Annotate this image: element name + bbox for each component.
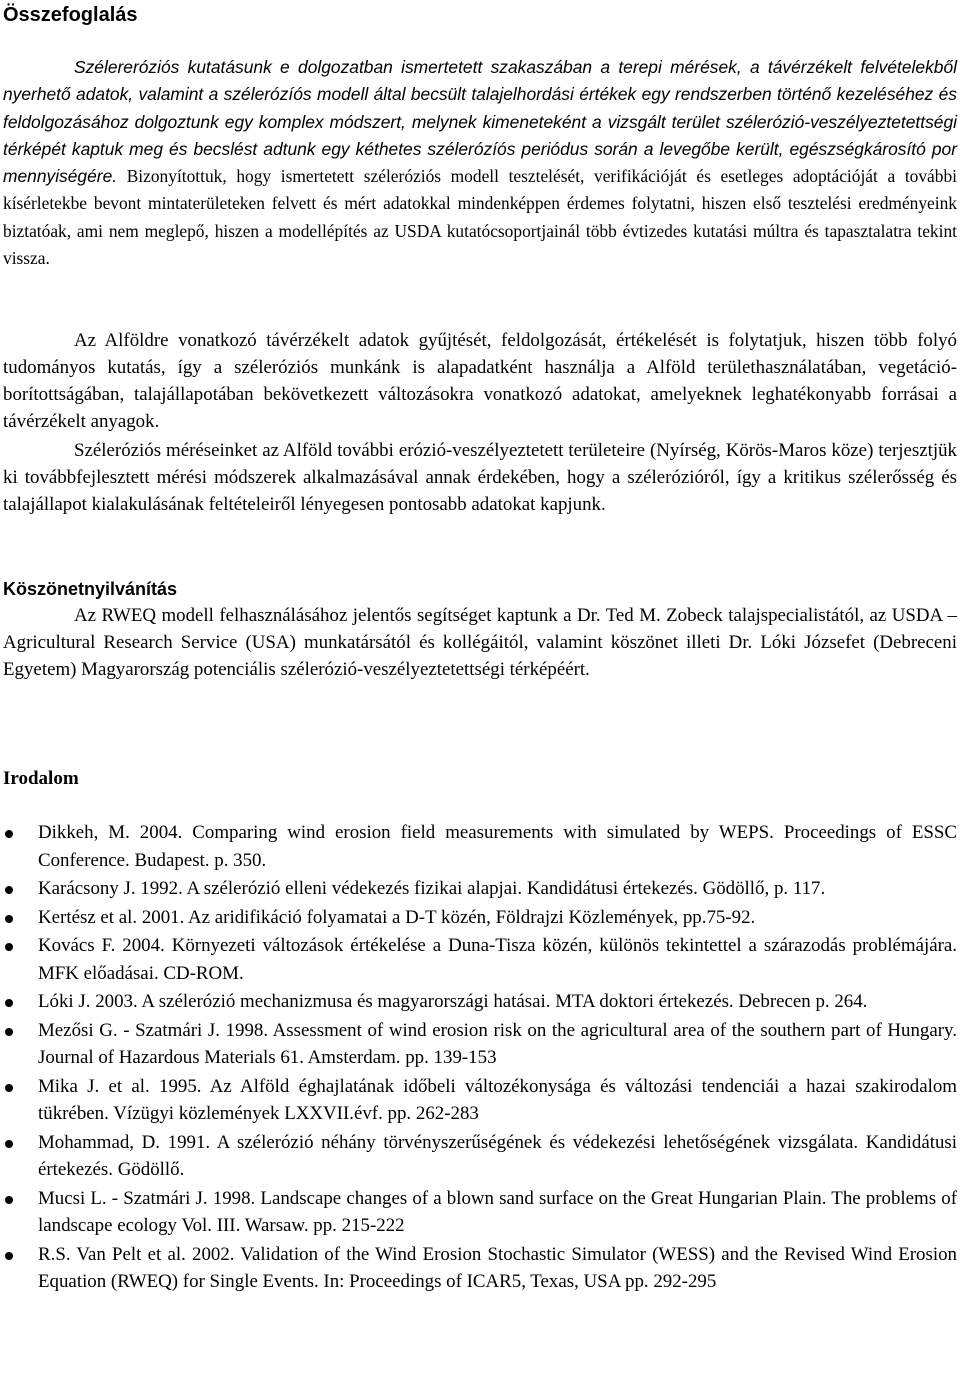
bullet-icon bbox=[5, 886, 13, 894]
reference-item bbox=[0, 819, 960, 874]
reference-item bbox=[0, 1073, 960, 1128]
heading-acknowledgements: Köszönetnyilvánítás bbox=[3, 579, 178, 599]
bullet-icon bbox=[5, 1084, 13, 1092]
bullet-icon bbox=[5, 915, 13, 923]
reference-text: Mika J. et al. 1995. Az Alföld éghajlatának időbeli változékonysága és változási tendenciái a hazai szakirodalom tükrében. Vízügyi közlemények LXXVII.évf. pp. 262-283 bbox=[38, 1075, 957, 1124]
bullet-icon bbox=[5, 830, 13, 838]
reference-text: Lóki J. 2003. A szélerózió mechanizmusa és magyarországi hatásai. MTA doktori értekezés. Debrecen p. 264. bbox=[38, 991, 868, 1012]
bullet-icon bbox=[5, 1140, 13, 1148]
acknowledgements-paragraph: Az RWEQ modell felhasználásához jelentős segítséget kaptunk a Dr. Ted M. Zobeck talajspecialistától, az USDA – Agricultural Research Service (USA) munkatársától és kollégáitól, valamint köszönet illeti Dr. Lóki Józsefet (Debreceni Egyetem) Magyarország potenciális szélerózió-veszélyeztetettségi térképéért. bbox=[3, 605, 957, 680]
bullet-icon bbox=[5, 943, 13, 951]
reference-item bbox=[0, 904, 960, 932]
bullet-icon bbox=[5, 1028, 13, 1036]
heading-references: Irodalom bbox=[3, 768, 79, 789]
reference-text: Karácsony J. 1992. A szélerózió elleni védekezés fizikai alapjai. Kandidátusi értekezés. Gödöllő, p. 117. bbox=[38, 878, 826, 899]
reference-text: R.S. Van Pelt et al. 2002. Validation of the Wind Erosion Stochastic Simulator (WESS) and the Revised Wind Erosion Equation (RWEQ) for Single Events. In: Proceedings of ICAR5, Texas, USA pp. 292-295 bbox=[38, 1243, 957, 1292]
reference-text: Kovács F. 2004. Környezeti változások értékelése a Duna-Tisza közén, különös tekintettel a szárazodás problémájára. MFK előadásai. CD-ROM. bbox=[38, 935, 957, 984]
summary-paragraph-1-italic: Szélereróziós kutatásunk e dolgozatban ismertetett szakaszában a terepi mérések, a távérzékelt felvételekből nyerhető adatok, valamint a szélerózíós modell által becsült talajelhordási értékek egy rendszerben történő kezeléséhez és feldolgozásához dolgoztunk egy komplex módszert, melynek kimeneteként a vizsgált terület szélerózió-veszélyeztetettségi térképét kaptuk meg és becslést adtunk egy kéthetes szélerózíós periódus során a levegőbe került, egészségkárosító por mennyiségére. bbox=[3, 57, 957, 187]
reference-text: Mezősi G. - Szatmári J. 1998. Assessment of wind erosion risk on the agricultural area of the southern part of Hungary. Journal of Hazardous Materials 61. Amsterdam. pp. 139-153 bbox=[38, 1019, 957, 1068]
heading-summary: Összefoglalás bbox=[3, 4, 138, 26]
summary-paragraph-1 bbox=[3, 54, 957, 272]
reference-item bbox=[0, 1241, 960, 1296]
bullet-icon bbox=[5, 999, 13, 1007]
reference-item bbox=[0, 988, 960, 1016]
reference-item bbox=[0, 1129, 960, 1184]
reference-text: Mucsi L. - Szatmári J. 1998. Landscape changes of a blown sand surface on the Great Hungarian Plain. The problems of landscape ecology Vol. III. Warsaw. pp. 215-222 bbox=[38, 1187, 957, 1236]
summary-paragraph-2: Az Alföldre vonatkozó távérzékelt adatok gyűjtését, feldolgozását, értékelését is folytatjuk, hiszen több folyó tudományos kutatás, így a széleróziós munkánk is alapadatként használja a Alföld területhasználatában, vegetáció-borítottságában, talajállapotában bekövetkezett változásokra vonatkozó adatokat, amelyeknek leghatékonyabb forrásai a távérzékelt anyagok. bbox=[3, 330, 957, 432]
reference-text: Kertész et al. 2001. Az aridifikáció folyamatai a D-T közén, Földrajzi Közlemények, pp.75-92. bbox=[38, 906, 756, 928]
summary-paragraph-1-roman: Bizonyítottuk, hogy ismertetett széleróziós modell tesztelését, verifikációját és esetleges adoptációját a további kísérletekbe bevont mintaterületeken felvett és mért adatokkal mindenképpen érdemes folytatni, hiszen első tesztelési eredményeink biztatóak, ami nem meglepő, hiszen a modellépítés az USDA kutatócsoportjainál több évtizedes kutatási múltra és tapasztalatra tekint vissza. bbox=[3, 166, 957, 269]
summary-paragraph-3: Széleróziós méréseinket az Alföld további erózió-veszélyeztetett területeire (Nyírség, Körös-Maros köze) terjesztjük ki továbbfejlesztett mérési módszerek alkalmazásával annak érdekében, hogy a szélerózióról, így a kritikus szélerősség és talajállapot kialakulásának feltételeiről lényegesen pontosabb adatokat kapjunk. bbox=[3, 440, 957, 515]
reference-item bbox=[0, 875, 960, 903]
reference-text: Dikkeh, M. 2004. Comparing wind erosion field measurements with simulated by WEPS. Proceedings of ESSC Conference. Budapest. p. 350. bbox=[38, 822, 957, 871]
reference-item bbox=[0, 1017, 960, 1072]
bullet-icon bbox=[5, 1196, 13, 1204]
reference-text: Mohammad, D. 1991. A szélerózió néhány törvényszerűségének és védekezési lehetőségének vizsgálata. Kandidátusi értekezés. Gödöllő. bbox=[38, 1131, 957, 1180]
reference-item bbox=[0, 932, 960, 987]
reference-item bbox=[0, 1185, 960, 1240]
bullet-icon bbox=[5, 1252, 13, 1260]
reference-list bbox=[0, 819, 960, 1297]
